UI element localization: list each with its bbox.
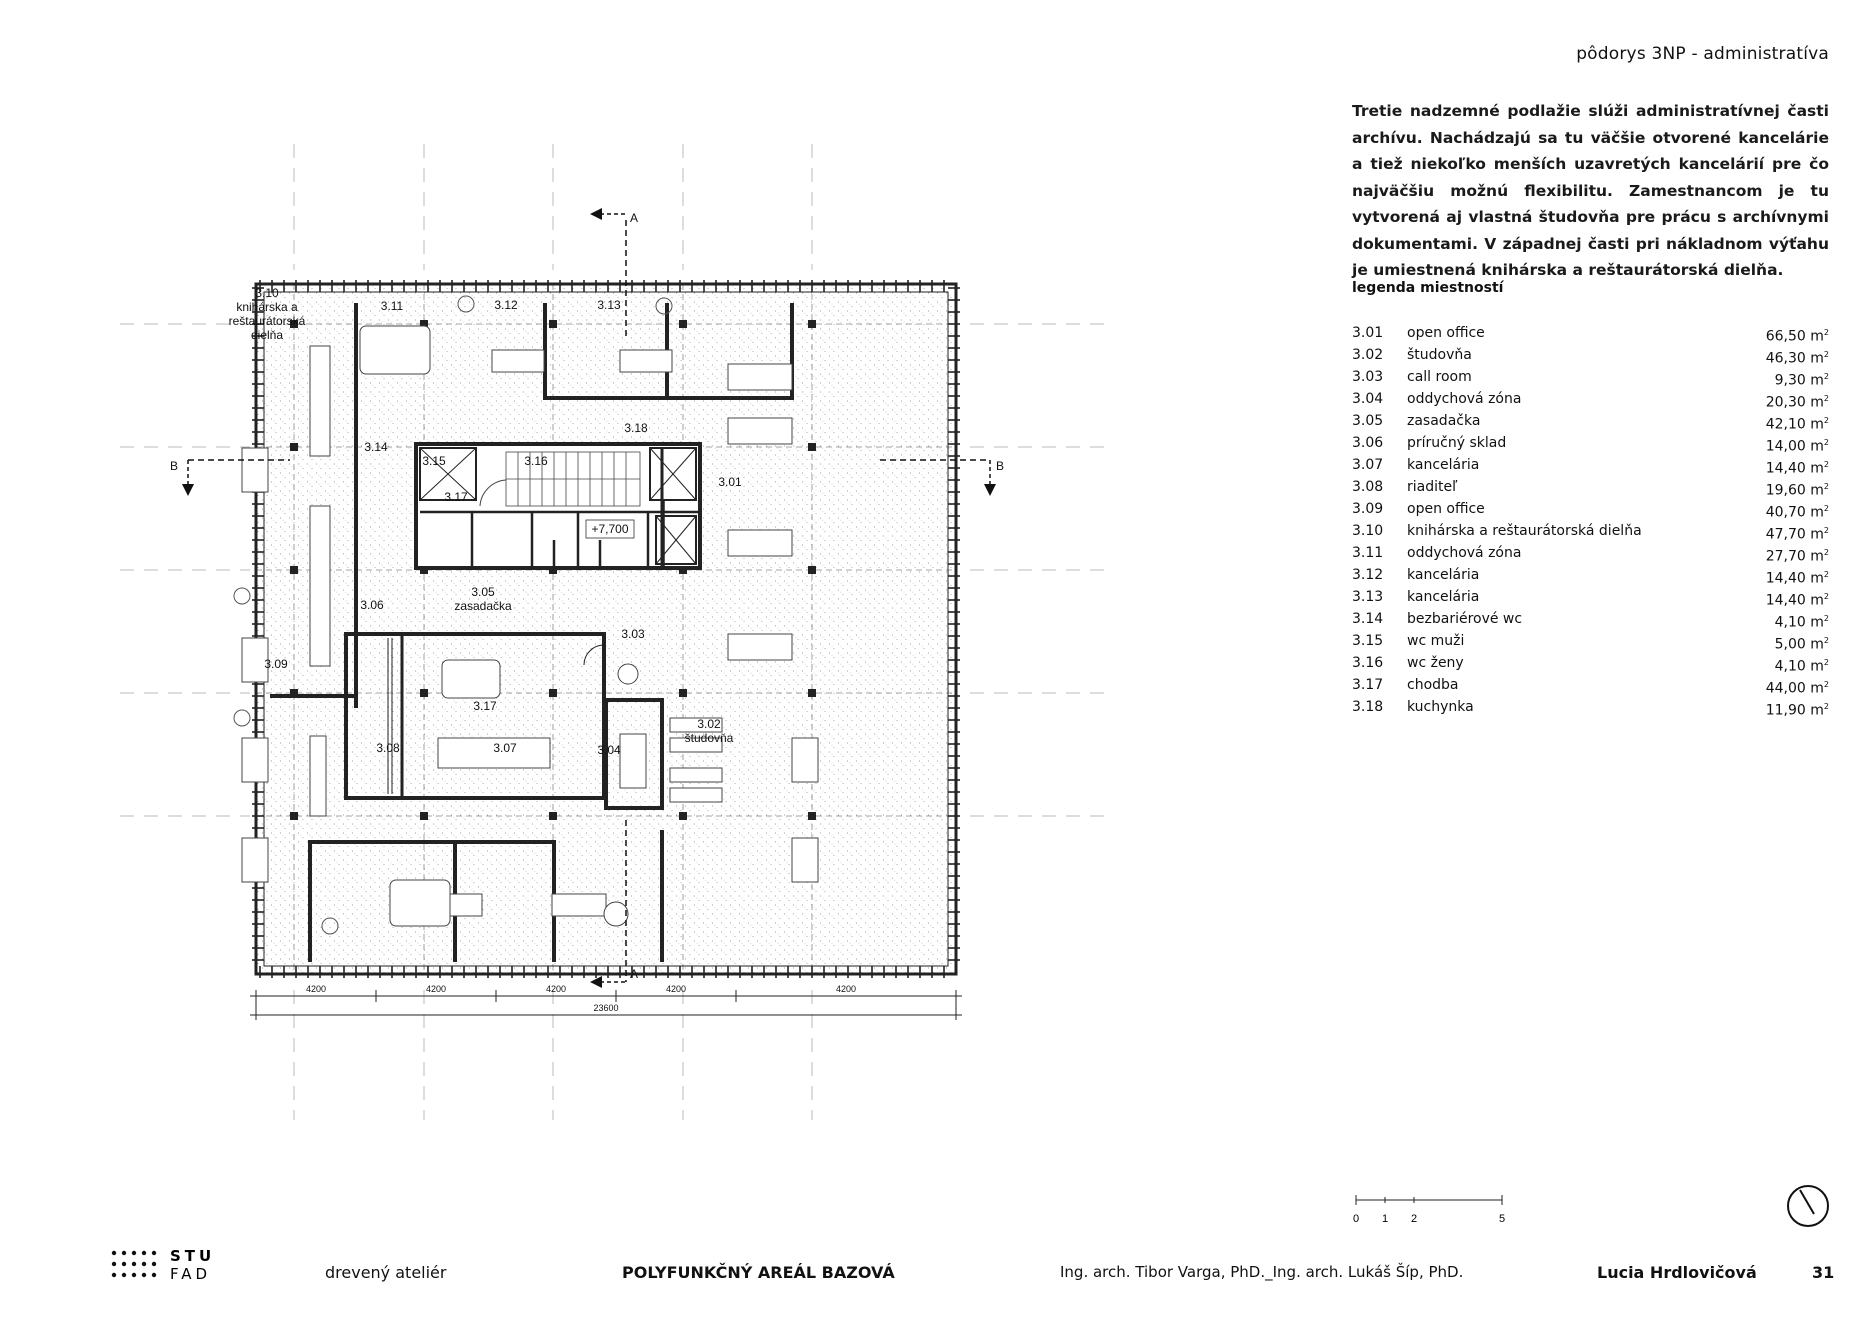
legend-room-number: 3.17: [1352, 677, 1384, 693]
label-r303: 3.03: [621, 627, 645, 641]
legend-row: [1352, 696, 1829, 718]
legend-room-name: open office: [1407, 325, 1485, 341]
label-r312: 3.12: [494, 298, 518, 312]
label-r318: 3.18: [624, 421, 648, 435]
level-marker: [586, 520, 634, 538]
legend-room-area: 14,40 $m^2$: [1765, 592, 1829, 609]
legend-room-area: 44,00 $m^2$: [1765, 680, 1829, 697]
legend-row: [1352, 586, 1829, 608]
label-r317a: 3.17: [444, 490, 468, 504]
dim-2: 4200: [425, 984, 447, 994]
room-legend: [1352, 322, 1829, 718]
svg-text:+7,700: +7,700: [591, 522, 629, 536]
legend-room-name: riaditeľ: [1407, 479, 1458, 495]
legend-room-name: kancelária: [1407, 457, 1480, 473]
footer-project: POLYFUNKČNÝ AREÁL BAZOVÁ: [622, 1263, 895, 1282]
legend-room-number: 3.11: [1352, 545, 1384, 561]
legend-room-number: 3.03: [1352, 369, 1384, 385]
label-r309: 3.09: [264, 657, 288, 671]
legend-room-area: 14,40 $m^2$: [1765, 460, 1829, 477]
legend-room-name: kuchynka: [1407, 699, 1474, 715]
legend-room-area: 4,10 $m^2$: [1774, 658, 1829, 675]
legend-row: [1352, 630, 1829, 652]
legend-room-area: 66,50 $m^2$: [1765, 328, 1829, 345]
legend-room-number: 3.08: [1352, 479, 1384, 495]
scale-label-0: 0: [1352, 1213, 1360, 1225]
dimension-labels: [306, 984, 856, 1013]
label-r315: 3.15: [422, 454, 446, 468]
legend-room-name: bezbariérové wc: [1407, 611, 1523, 627]
legend-room-area: 4,10 $m^2$: [1774, 614, 1829, 631]
legend-room-number: 3.16: [1352, 655, 1384, 671]
legend-row: [1352, 520, 1829, 542]
legend-row: [1352, 432, 1829, 454]
footer-studio: drevený ateliér: [325, 1263, 447, 1282]
legend-room-name: kancelária: [1407, 589, 1480, 605]
legend-room-number: 3.09: [1352, 501, 1384, 517]
legend-room-number: 3.01: [1352, 325, 1384, 341]
scale-label-2: 2: [1410, 1213, 1418, 1225]
legend-row: [1352, 674, 1829, 696]
floor-plan: [170, 120, 1180, 1110]
description-text: Tretie nadzemné podlažie slúži administratívnej časti archívu. Nachádzajú sa tu väčšie otvorené kancelárie a tiež niekoľko menších uzavretých kancelárií pre čo najväčšiu možnú flexibilitu. Zamestnancom je tu vytvorená aj vlastná študovňa pre prácu s archívnymi dokumentami. V západnej časti pri nákladnom výťahu je umiestnená knihárska a reštaurátorská dielňa.: [1352, 102, 1829, 279]
legend-room-name: oddychová zóna: [1407, 545, 1522, 561]
legend-room-number: 3.05: [1352, 413, 1384, 429]
label-r305a: 3.05: [471, 585, 495, 599]
legend-room-number: 3.14: [1352, 611, 1384, 627]
label-r302a: 3.02: [697, 717, 721, 731]
footer-supervisors: Ing. arch. Tibor Varga, PhD._Ing. arch. Lukáš Šíp, PhD.: [1060, 1263, 1464, 1281]
legend-title: legenda miestností: [1352, 280, 1504, 296]
legend-room-area: 20,30 $m^2$: [1765, 394, 1829, 411]
label-r308: 3.08: [376, 741, 400, 755]
svg-text:A: A: [630, 967, 639, 981]
legend-room-area: 11,90 $m^2$: [1765, 702, 1829, 719]
dim-3: 4200: [545, 984, 567, 994]
legend-room-name: zasadačka: [1407, 413, 1481, 429]
legend-room-number: 3.12: [1352, 567, 1384, 583]
legend-room-area: 40,70 $m^2$: [1765, 504, 1829, 521]
scale-bar: [1352, 1192, 1512, 1232]
legend-room-name: chodba: [1407, 677, 1459, 693]
legend-room-number: 3.10: [1352, 523, 1384, 539]
legend-room-name: open office: [1407, 501, 1485, 517]
legend-row: [1352, 410, 1829, 432]
legend-row: [1352, 564, 1829, 586]
legend-room-name: kancelária: [1407, 567, 1480, 583]
dim-5: 4200: [835, 984, 857, 994]
label-r305b: zasadačka: [454, 599, 512, 613]
legend-room-area: 5,00 $m^2$: [1774, 636, 1829, 653]
legend-room-name: wc muži: [1407, 633, 1465, 649]
legend-room-name: knihárska a reštaurátorská dielňa: [1407, 523, 1642, 539]
legend-row: [1352, 498, 1829, 520]
label-r302b: študovňa: [684, 731, 734, 745]
logo-fad: FAD: [170, 1265, 212, 1283]
label-r314: 3.14: [364, 440, 388, 454]
dim-total: 23600: [593, 1003, 619, 1013]
legend-room-name: príručný sklad: [1407, 435, 1507, 451]
legend-room-area: 47,70 $m^2$: [1765, 526, 1829, 543]
legend-row: [1352, 344, 1829, 366]
label-r313: 3.13: [597, 298, 621, 312]
footer: [0, 1255, 1872, 1295]
legend-room-number: 3.04: [1352, 391, 1384, 407]
label-r307: 3.07: [493, 741, 517, 755]
page-title: pôdorys 3NP - administratíva: [1576, 44, 1829, 64]
legend-room-name: wc ženy: [1407, 655, 1464, 671]
floor-slab: [256, 284, 956, 974]
label-r311: 3.11: [380, 299, 404, 313]
footer-page-number: 31: [1812, 1263, 1835, 1282]
legend-room-name: študovňa: [1407, 347, 1472, 363]
legend-room-number: 3.15: [1352, 633, 1384, 649]
legend-room-number: 3.06: [1352, 435, 1384, 451]
dim-4: 4200: [665, 984, 687, 994]
scale-label-1: 1: [1381, 1213, 1389, 1225]
legend-room-area: 42,10 $m^2$: [1765, 416, 1829, 433]
legend-room-number: 3.18: [1352, 699, 1384, 715]
label-r310c: reštaurátorská: [228, 314, 306, 328]
legend-row: [1352, 476, 1829, 498]
logo-stu: STU: [170, 1247, 216, 1265]
legend-room-area: 46,30 $m^2$: [1765, 350, 1829, 367]
label-r306: 3.06: [360, 598, 384, 612]
core: [416, 444, 700, 568]
legend-row: [1352, 608, 1829, 630]
svg-text:B: B: [170, 459, 179, 473]
legend-room-area: 14,00 $m^2$: [1765, 438, 1829, 455]
label-r310d: dielňa: [250, 328, 284, 342]
svg-text:B: B: [996, 459, 1005, 473]
label-r317b: 3.17: [473, 699, 497, 713]
legend-row: [1352, 542, 1829, 564]
legend-row: [1352, 652, 1829, 674]
legend-room-name: oddychová zóna: [1407, 391, 1522, 407]
label-r316: 3.16: [524, 454, 548, 468]
legend-row: [1352, 388, 1829, 410]
footer-author: Lucia Hrdlovičová: [1597, 1263, 1757, 1282]
legend-room-area: 9,30 $m^2$: [1774, 372, 1829, 389]
legend-room-area: 19,60 $m^2$: [1765, 482, 1829, 499]
label-r310a: 3.10: [255, 286, 279, 300]
legend-row: [1352, 322, 1829, 344]
legend-room-number: 3.07: [1352, 457, 1384, 473]
label-r310b: knihárska a: [236, 300, 298, 314]
north-arrow-icon: [1784, 1182, 1832, 1230]
legend-room-number: 3.02: [1352, 347, 1384, 363]
scale-label-5: 5: [1498, 1213, 1506, 1225]
legend-row: [1352, 454, 1829, 476]
legend-room-area: 14,40 $m^2$: [1765, 570, 1829, 587]
label-r304: 3.04: [597, 743, 621, 757]
legend-row: [1352, 366, 1829, 388]
legend-room-area: 27,70 $m^2$: [1765, 548, 1829, 565]
label-r301: 3.01: [718, 475, 742, 489]
legend-room-name: call room: [1407, 369, 1472, 385]
dim-1: 4200: [305, 984, 327, 994]
svg-text:A: A: [630, 211, 639, 225]
legend-room-number: 3.13: [1352, 589, 1384, 605]
